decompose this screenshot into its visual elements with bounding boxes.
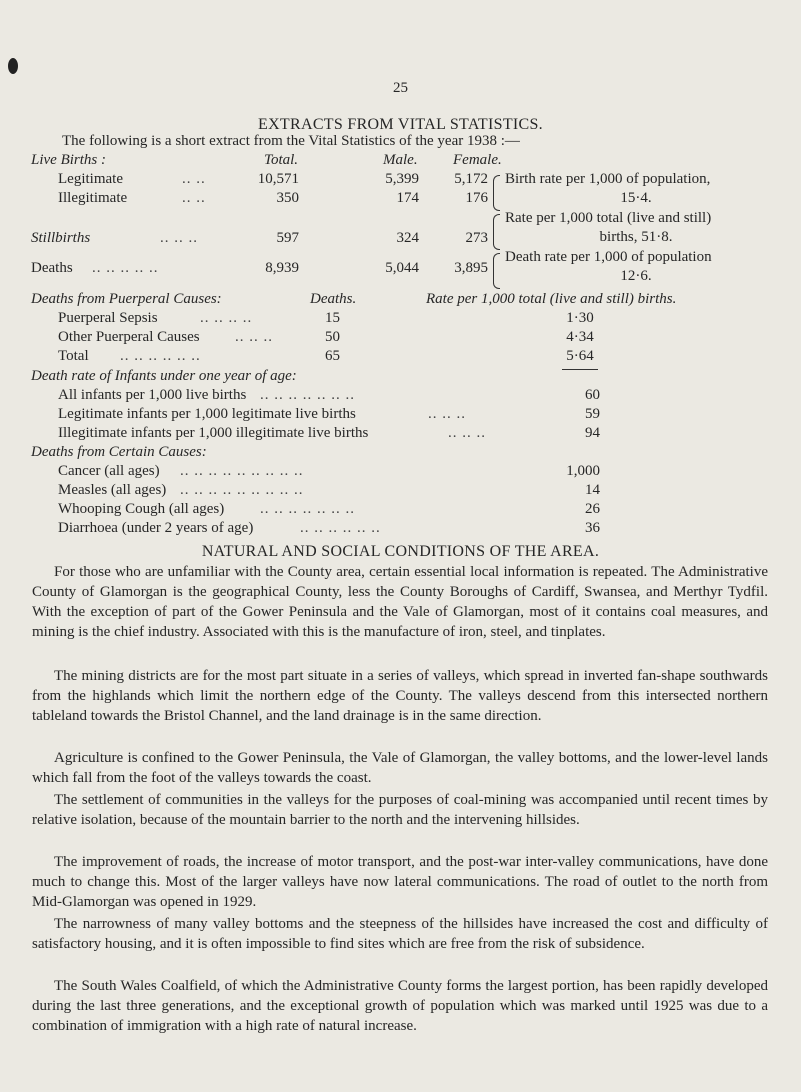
cause-row-value: 14 — [585, 482, 600, 498]
puerperal-deaths-header: Deaths. — [310, 291, 357, 307]
infant-row-value: 59 — [585, 406, 600, 422]
col-male-header: Male. — [383, 152, 418, 168]
leader-dots: .. .. .. — [448, 425, 486, 441]
page-number: 25 — [393, 80, 408, 96]
brace-death-rate — [493, 253, 500, 289]
paragraph: Agriculture is confined to the Gower Peninsula, the Vale of Glamorgan, the valley bottoms, and the lower-level lands which fall from the foot of the valleys towards the coast. — [32, 750, 768, 786]
certain-causes-heading: Deaths from Certain Causes: — [31, 444, 207, 460]
leader-dots: .. .. .. .. .. .. .. — [260, 387, 355, 403]
paragraph: The improvement of roads, the increase of motor transport, and the post-war inter-valley communications, have done much to change this. Most of the larger valleys have now lateral communications. The road of outlet to the north from Mid-Glamorgan was opened in 1929. — [32, 854, 768, 910]
infant-row-value: 94 — [585, 425, 600, 441]
leader-dots: .. .. .. .. .. — [92, 260, 159, 276]
deaths-female: 3,895 — [454, 260, 488, 276]
leader-dots: .. .. .. — [428, 406, 466, 422]
brace-birth-rate — [493, 175, 500, 211]
puerperal-row-label: Total — [58, 348, 89, 364]
death-rate-note: Death rate per 1,000 of population — [505, 249, 712, 265]
puerperal-rate-header: Rate per 1,000 total (live and still) births. — [426, 291, 677, 307]
stillbirths-total: 597 — [276, 230, 299, 246]
puerperal-row-rate: 1·30 — [566, 310, 594, 326]
leader-dots: .. .. .. .. .. .. — [120, 348, 201, 364]
legitimate-female: 5,172 — [454, 171, 488, 187]
row-label-illegitimate: Illegitimate — [58, 190, 128, 206]
stillbirth-rate-value: births, 51·8. — [599, 229, 673, 245]
leader-dots: .. .. .. .. .. .. — [300, 520, 381, 536]
puerperal-row-rate: 4·34 — [566, 329, 594, 345]
row-label-legitimate: Legitimate — [58, 171, 123, 187]
col-female-header: Female. — [453, 152, 502, 168]
row-label-deaths: Deaths — [31, 260, 73, 276]
leader-dots: .. .. .. — [235, 329, 273, 345]
brace-stillbirth-rate — [493, 214, 500, 250]
infant-row-value: 60 — [585, 387, 600, 403]
col-total-header: Total. — [264, 152, 299, 168]
paragraph: The settlement of communities in the valleys for the purposes of coal-mining was accompanied until recent times by relative isolation, because of the mountain barrier to the north and the intervening hillsides. — [32, 792, 768, 828]
live-births-label: Live Births : — [31, 152, 106, 168]
legitimate-male: 5,399 — [385, 171, 419, 187]
infant-row-label: Illegitimate infants per 1,000 illegitimate live births — [58, 425, 369, 441]
puerperal-row-label: Puerperal Sepsis — [58, 310, 158, 326]
illegitimate-total: 350 — [276, 190, 299, 206]
puerperal-row-deaths: 15 — [325, 310, 340, 326]
paragraph: The mining districts are for the most part situate in a series of valleys, which spread in inverted fan-shape southwards from the highlands which limit the northern edge of the County. The valleys descend from this intersected northern tableland towards the Bristol Channel, and the land drainage is in the same direction. — [32, 668, 768, 724]
cause-row-value: 26 — [585, 501, 600, 517]
illegitimate-female: 176 — [465, 190, 488, 206]
death-rate-value: 12·6. — [620, 268, 652, 284]
cause-row-value: 36 — [585, 520, 600, 536]
illegitimate-male: 174 — [396, 190, 419, 206]
stillbirth-rate-note: Rate per 1,000 total (live and still) — [505, 210, 712, 226]
cause-row-label: Diarrhoea (under 2 years of age) — [58, 520, 254, 536]
natural-conditions-heading: NATURAL AND SOCIAL CONDITIONS OF THE AREA. — [201, 543, 600, 560]
infant-row-label: All infants per 1,000 live births — [58, 387, 247, 403]
leader-dots: .. .. .. .. — [200, 310, 253, 326]
puerperal-row-label: Other Puerperal Causes — [58, 329, 200, 345]
leader-dots: .. .. .. .. .. .. .. .. .. — [180, 482, 304, 498]
row-label-stillbirths: Stillbirths — [31, 230, 91, 246]
puerperal-row-deaths: 65 — [325, 348, 340, 364]
stillbirths-male: 324 — [396, 230, 419, 246]
paragraph: The South Wales Coalfield, of which the Administrative County forms the largest portion, has been rapidly developed during the last three generations, and the exceptional growth of population which was marked until 1925 was due to a combination of immigration with a high rate of natural increase. — [32, 978, 768, 1034]
cause-row-label: Cancer (all ages) — [58, 463, 160, 479]
legitimate-total: 10,571 — [257, 171, 299, 187]
deaths-total: 8,939 — [265, 260, 299, 276]
leader-dots: .. .. — [182, 171, 206, 187]
cause-row-value: 1,000 — [566, 463, 600, 479]
puerperal-row-rate: 5·64 — [566, 348, 594, 364]
birth-rate-value: 15·4. — [620, 190, 652, 206]
puerperal-row-deaths: 50 — [325, 329, 340, 345]
cause-row-label: Measles (all ages) — [58, 482, 167, 498]
leader-dots: .. .. .. — [160, 230, 198, 246]
paragraph: The narrowness of many valley bottoms and the steepness of the hillsides have increased the cost and difficulty of satisfactory housing, and it is often impossible to find sites which are free from the risk of subsidence. — [32, 916, 768, 952]
total-underline — [562, 369, 598, 370]
birth-rate-note: Birth rate per 1,000 of population, — [505, 171, 711, 187]
punch-hole-mark — [8, 58, 18, 74]
puerperal-heading: Deaths from Puerperal Causes: — [31, 291, 222, 307]
stillbirths-female: 273 — [465, 230, 488, 246]
paragraph: For those who are unfamiliar with the County area, certain essential local information is repeated. The Administrative County of Glamorgan is the geographical County, less the County Boroughs of Cardiff, Swansea, and Merthyr Tydfil. With the exception of part of the Gower Peninsula and the Vale of Glamorgan, most of it contains coal measures, and mining is the chief industry. Associated with this is the manufacture of iron, steel, and tinplates. — [32, 564, 768, 640]
leader-dots: .. .. .. .. .. .. .. — [260, 501, 355, 517]
deaths-male: 5,044 — [385, 260, 419, 276]
intro-text: The following is a short extract from the Vital Statistics of the year 1938 :— — [62, 133, 520, 149]
leader-dots: .. .. — [182, 190, 206, 206]
cause-row-label: Whooping Cough (all ages) — [58, 501, 225, 517]
infants-heading: Death rate of Infants under one year of age: — [31, 368, 297, 384]
vital-statistics-heading: EXTRACTS FROM VITAL STATISTICS. — [258, 116, 543, 133]
leader-dots: .. .. .. .. .. .. .. .. .. — [180, 463, 304, 479]
infant-row-label: Legitimate infants per 1,000 legitimate live births — [58, 406, 356, 422]
